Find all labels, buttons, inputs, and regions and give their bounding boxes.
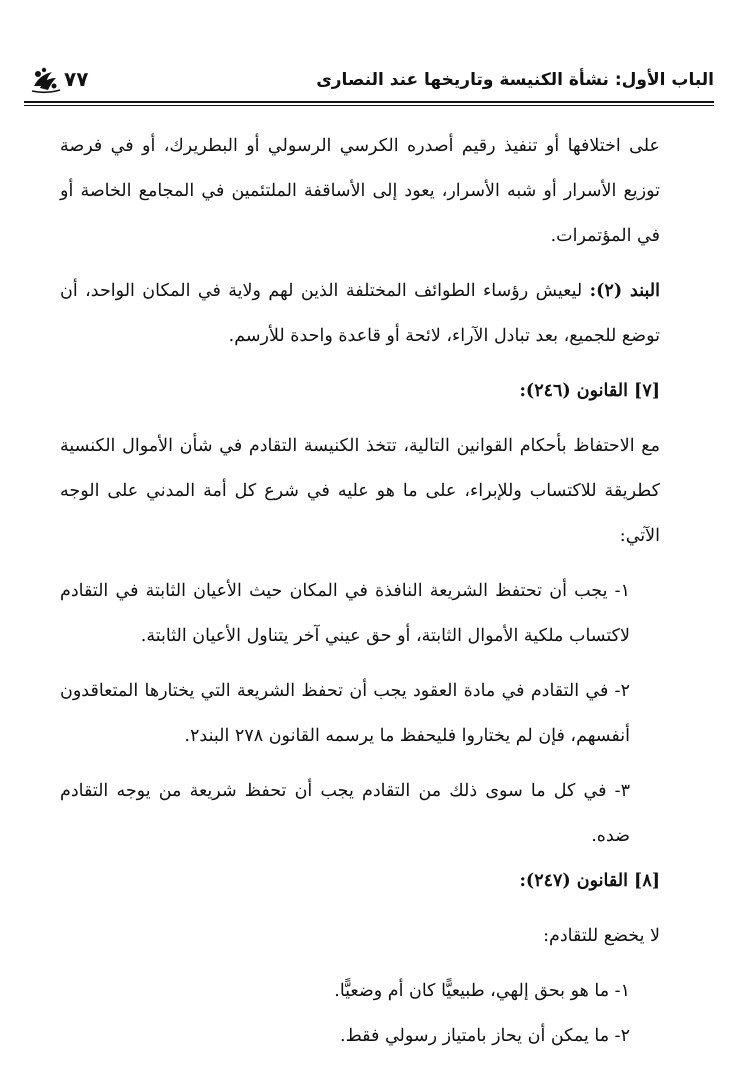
floral-ornament-icon <box>30 64 62 94</box>
law-247-heading: [٨] القانون (٢٤٧): <box>519 871 660 891</box>
law-246-item-3: ٣- في كل ما سوى ذلك من التقادم يجب أن تحفظ شريعة من يوجه التقادم ضده. <box>60 781 630 846</box>
law-246-item-2: ٢- في التقادم في مادة العقود يجب أن تحفظ الشريعة التي يختارها المتعاقدون أنفسهم، فإن لم يختاروا فليحفظ ما يرسمه القانون ٢٧٨ البند٢. <box>60 681 630 746</box>
page-body <box>60 124 660 1059</box>
law-246-intro: مع الاحتفاظ بأحكام القوانين التالية، تتخذ الكنيسة التقادم في شأن الأموال الكنسية كطريقة للاكتساب وللإبراء، على ما هو عليه في شرع كل أمة المدني على الوجه الآتي: <box>60 436 660 546</box>
page-number-block <box>30 62 88 96</box>
page-header <box>24 62 714 100</box>
clause-2-text: ليعيش رؤساء الطوائف المختلفة الذين لهم ولاية في المكان الواحد، أن توضع للجميع، بعد تبادل الآراء، لائحة أو قاعدة واحدة للأرسم. <box>60 281 660 346</box>
paragraph-continuation: على اختلافها أو تنفيذ رقيم أصدره الكرسي الرسولي أو البطريرك، أو في فرصة توزيع الأسرار أو شبه الأسرار، يعود إلى الأساقفة الملتئمين في المجامع الخاصة أو في المؤتمرات. <box>60 136 660 246</box>
law-246-item-1: ١- يجب أن تحتفظ الشريعة النافذة في المكان حيث الأعيان الثابتة في التقادم لاكتساب ملكية الأموال الثابتة، أو حق عيني آخر يتناول الأعيان الثابتة. <box>60 581 630 646</box>
law-246-heading: [٧] القانون (٢٤٦): <box>519 381 660 401</box>
running-title: الباب الأول: نشأة الكنيسة وتاريخها عند النصارى <box>316 70 714 90</box>
header-rule <box>24 101 714 103</box>
clause-2-paragraph <box>60 269 660 359</box>
law-247-intro: لا يخضع للتقادم: <box>543 926 660 946</box>
law-247-item-1: ١- ما هو بحق إلهي، طبيعيًّا كان أم وضعيًّا. <box>334 981 630 1001</box>
clause-2-label: البند (٢): <box>589 281 660 301</box>
header-rule-thin <box>24 105 714 106</box>
law-247-item-2: ٢- ما يمكن أن يحاز بامتياز رسولي فقط. <box>340 1026 630 1046</box>
page-number: ٧٧ <box>64 67 89 91</box>
